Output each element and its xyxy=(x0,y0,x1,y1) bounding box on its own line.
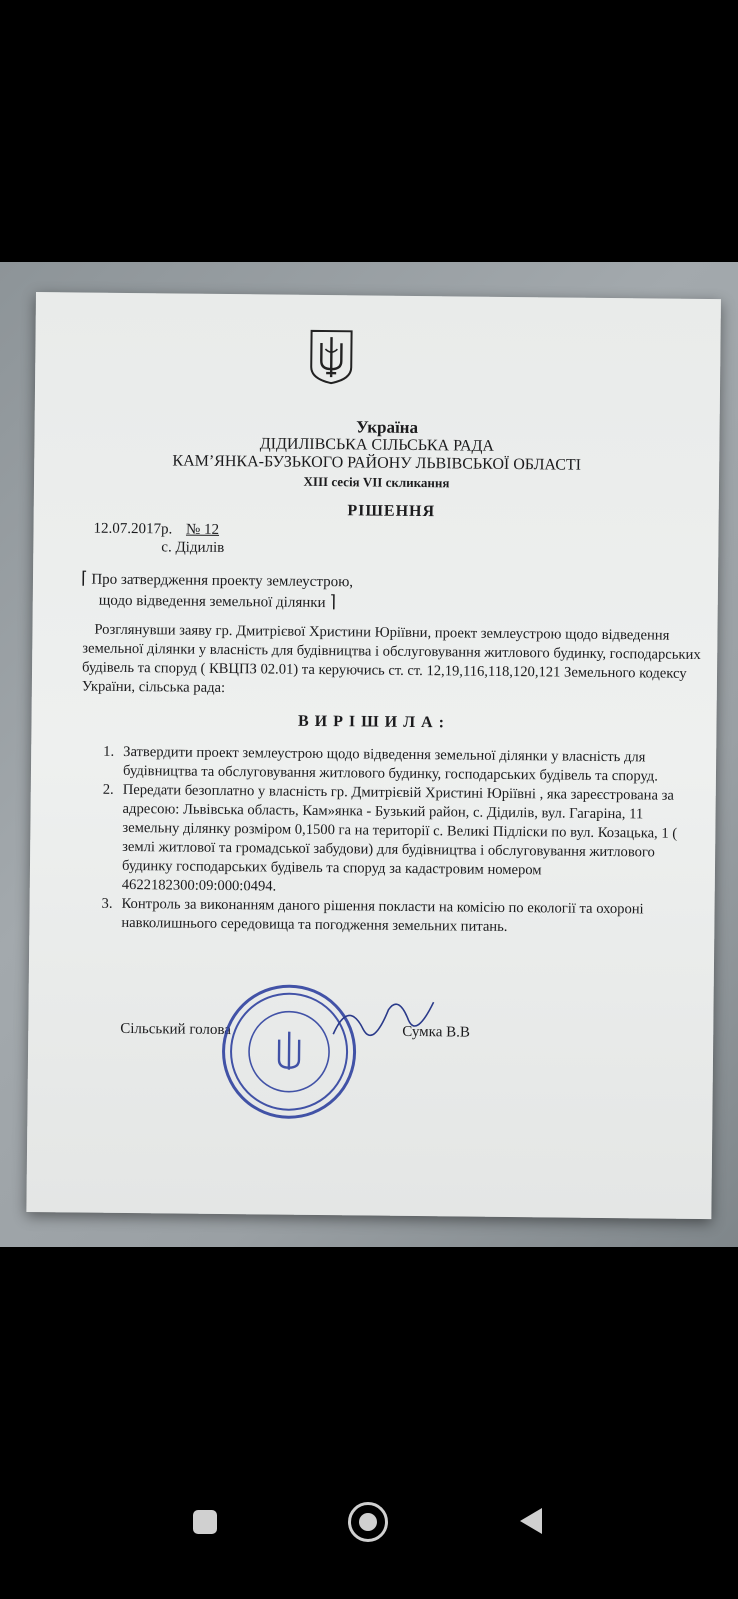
document-photo xyxy=(0,262,738,1247)
country-heading: Україна xyxy=(356,417,419,438)
decision-number: № 12 xyxy=(185,521,220,538)
document-page xyxy=(26,292,721,1219)
council-heading: ДІДИЛІВСЬКА СІЛЬСЬКА РАДА xyxy=(259,435,495,455)
bracket-open-mark: ⌈ xyxy=(80,568,88,588)
recents-icon[interactable] xyxy=(185,1502,225,1542)
subject-line-2: щодо відведення земельної ділянки xyxy=(98,592,326,612)
signer-name: Сумка В.В xyxy=(402,1023,471,1041)
decision-title: РІШЕННЯ xyxy=(347,502,436,521)
resolved-heading: ВИРІШИЛА: xyxy=(297,712,451,732)
signer-title: Сільський голова xyxy=(120,1020,232,1039)
item-text: Контроль за виконанням даного рішення покласти на комісію по екології та охороні навколишнього середовища та погодження земельних питань. xyxy=(121,895,644,935)
item-number: 3. xyxy=(101,895,113,912)
list-item xyxy=(101,895,691,939)
date-number-line xyxy=(93,521,219,539)
handwritten-signature xyxy=(328,989,439,1050)
item-text: Затвердити проект землеустрою щодо відведення земельної ділянки у власність для будівництва та обслуговування житлового будинку, господарських будівель та споруд. xyxy=(122,743,659,785)
subject-line-1: Про затвердження проекту землеустрою, xyxy=(91,571,354,591)
back-icon[interactable] xyxy=(514,1502,554,1542)
coat-of-arms-icon xyxy=(307,327,356,385)
home-icon[interactable] xyxy=(348,1502,388,1542)
list-item xyxy=(102,781,693,901)
item-number: 1. xyxy=(103,743,115,760)
item-text: Передати безоплатно у власність гр. Дмитрієвій Христині Юріївні , яка зареєстрована за адресою: Львівська область, Кам»янка - Бузький район, с. Дідилів, вул. Гагаріна, 11 земельну ділянку розміром 0,1500 га на території с. Великі Підліски по вул. Козацька, 1 ( землі житлової та громадської забудови) для будівництва і обслуговування житлового будинку господарських будівель та споруд за кадастровим номером 4622182300:09:000:0494. xyxy=(121,781,678,895)
intro-paragraph: Розглянувши заяву гр. Дмитрієвої Христини Юріївни, проект землеустрою щодо відведення земельної ділянки у власність для будівництва і обслуговування житлового будинку, господарських будівель та споруд ( КВЦПЗ 02.01) та керуючись ст. ст. 12,19,116,118,120,121 Земельного кодексу України, сільська рада: xyxy=(81,621,701,697)
decision-subject xyxy=(81,568,354,613)
village-name: с. Дідилів xyxy=(161,539,225,556)
bracket-close-mark: ⌉ xyxy=(329,592,337,612)
list-item xyxy=(103,743,693,787)
system-navigation-bar xyxy=(0,1480,738,1570)
item-number: 2. xyxy=(102,781,114,798)
decision-items xyxy=(101,743,693,939)
session-heading: XIII сесія VII скликання xyxy=(303,473,450,491)
decision-date: 12.07.2017р. xyxy=(93,520,173,538)
district-heading: КАМ’ЯНКА-БУЗЬКОГО РАЙОНУ ЛЬВІВСЬКОЇ ОБЛАСТІ xyxy=(172,452,582,474)
